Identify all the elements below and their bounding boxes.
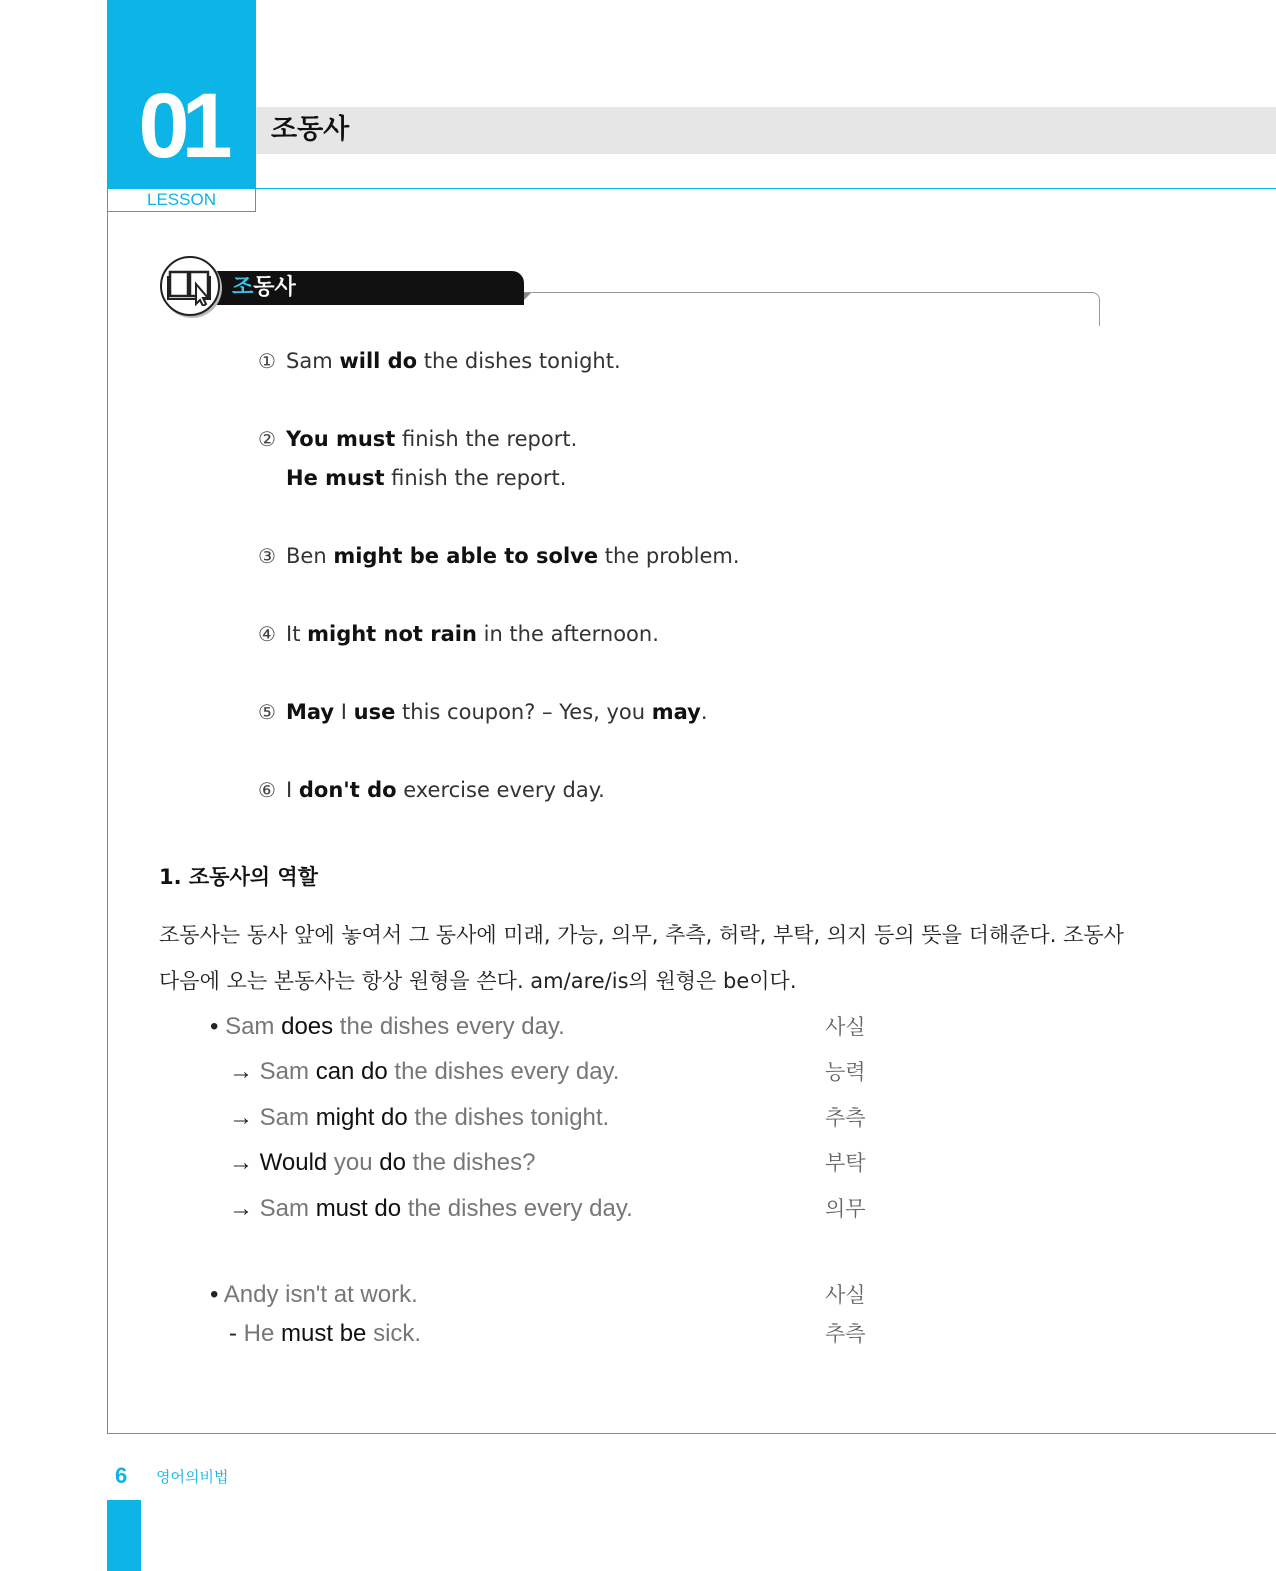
example-sentence [258,346,621,376]
sentence-text: Sam [259,1195,316,1222]
example-number: ⑥ [258,778,276,802]
sentence-text: the dishes every day. [387,1058,620,1085]
arrow-marker: → [229,1104,260,1131]
title-band [256,107,1276,154]
emphasized-text: use [353,700,396,724]
example-sentence [258,619,659,649]
sentence-text: Sam [286,349,340,373]
sentence-text: finish the report. [395,427,578,451]
header-rule [256,188,1276,189]
sentence-text: the dishes tonight. [407,1104,610,1131]
book-title: 영어의비법 [156,1468,229,1486]
arrow-marker: - [229,1320,244,1347]
emphasized-text: might not rain [307,622,477,646]
usage-sentence [229,1147,535,1179]
sentence-text: you [327,1149,380,1176]
section-rule-corner [1086,292,1100,326]
emphasized-text: You must [286,427,396,451]
sentence-text: the dishes every day. [401,1195,633,1222]
sentence-text: It [286,622,308,646]
usage-sentence [229,1193,633,1225]
page-title: 조동사 [271,114,350,145]
sentence-text: the dishes tonight. [417,349,621,373]
sentence-text: I [334,700,354,724]
emphasized-text: does [281,1013,334,1040]
emphasized-text: must be [281,1320,367,1347]
page-left-rule [107,210,108,1434]
usage-sentence [229,1318,421,1350]
example-number: ④ [258,622,276,646]
emphasized-text: Would [259,1149,328,1176]
emphasized-text: do [379,1149,406,1176]
explanation-line: 다음에 오는 본동사는 항상 원형을 쓴다. am/are/is의 원형은 be이다. [159,969,797,993]
sentence-text: Sam [259,1058,316,1085]
usage-function-label: 사실 [825,1283,866,1307]
book-cursor-icon [160,256,220,316]
example-sentence [258,541,740,571]
section-rule [524,292,1094,293]
example-sentence [258,697,708,727]
usage-function-label: 부탁 [825,1151,866,1175]
sentence-text: exercise every day. [396,778,605,802]
usage-function-label: 능력 [825,1060,866,1084]
lesson-number: 01 [138,75,225,177]
example-number: ③ [258,544,276,568]
subsection-heading: 1. 조동사의 역할 [159,865,318,889]
usage-sentence [210,1279,418,1311]
usage-function-label: 의무 [825,1197,866,1221]
footer-tab [107,1500,141,1571]
arrow-marker: → [229,1149,260,1176]
page-bottom-rule [107,1433,1276,1434]
sentence-text: Sam [225,1013,282,1040]
usage-function-label: 사실 [825,1015,866,1039]
lesson-label: LESSON [107,188,256,212]
section-label: 조동사 [232,275,296,300]
arrow-marker: → [229,1058,260,1085]
sentence-text: Ben [286,544,334,568]
example-number: ⑤ [258,700,276,724]
sentence-text: the problem. [598,544,740,568]
sentence-text: the dishes every day. [333,1013,565,1040]
emphasized-text: can do [315,1058,388,1085]
emphasized-text: must do [315,1195,402,1222]
sentence-text: I [286,778,299,802]
usage-sentence [210,1011,565,1043]
explanation-line: 조동사는 동사 앞에 놓여서 그 동사에 미래, 가능, 의무, 추측, 허락, 부탁, 의지 등의 뜻을 더해준다. 조동사 [159,923,1124,947]
sentence-text: finish the report. [384,466,567,490]
page-number: 6 [115,1463,128,1488]
sentence-text: in the afternoon. [476,622,659,646]
usage-function-label: 추측 [825,1322,866,1346]
sentence-text: He [243,1320,282,1347]
usage-function-label: 추측 [825,1106,866,1130]
usage-sentence [229,1102,609,1134]
sentence-text: this coupon? – Yes, you [395,700,652,724]
sentence-text: Sam [259,1104,316,1131]
emphasized-text: might do [315,1104,408,1131]
sentence-text: sick. [366,1320,422,1347]
example-sentence [258,424,577,454]
emphasized-text: will do [339,349,418,373]
usage-sentence [229,1056,619,1088]
bullet-marker: • [210,1013,226,1040]
emphasized-text: may [651,700,701,724]
sentence-text: Andy isn't at work. [223,1281,418,1308]
sentence-text: the dishes? [406,1149,536,1176]
emphasized-text: don't do [298,778,397,802]
sentence-text: . [700,700,708,724]
example-sentence [258,463,566,493]
example-number: ① [258,349,276,373]
example-number: ② [258,427,276,451]
emphasized-text: He must [286,466,385,490]
arrow-marker: → [229,1195,260,1222]
example-sentence [258,775,605,805]
emphasized-text: May [286,700,335,724]
bullet-marker: • [210,1281,224,1308]
emphasized-text: might be able to solve [333,544,599,568]
